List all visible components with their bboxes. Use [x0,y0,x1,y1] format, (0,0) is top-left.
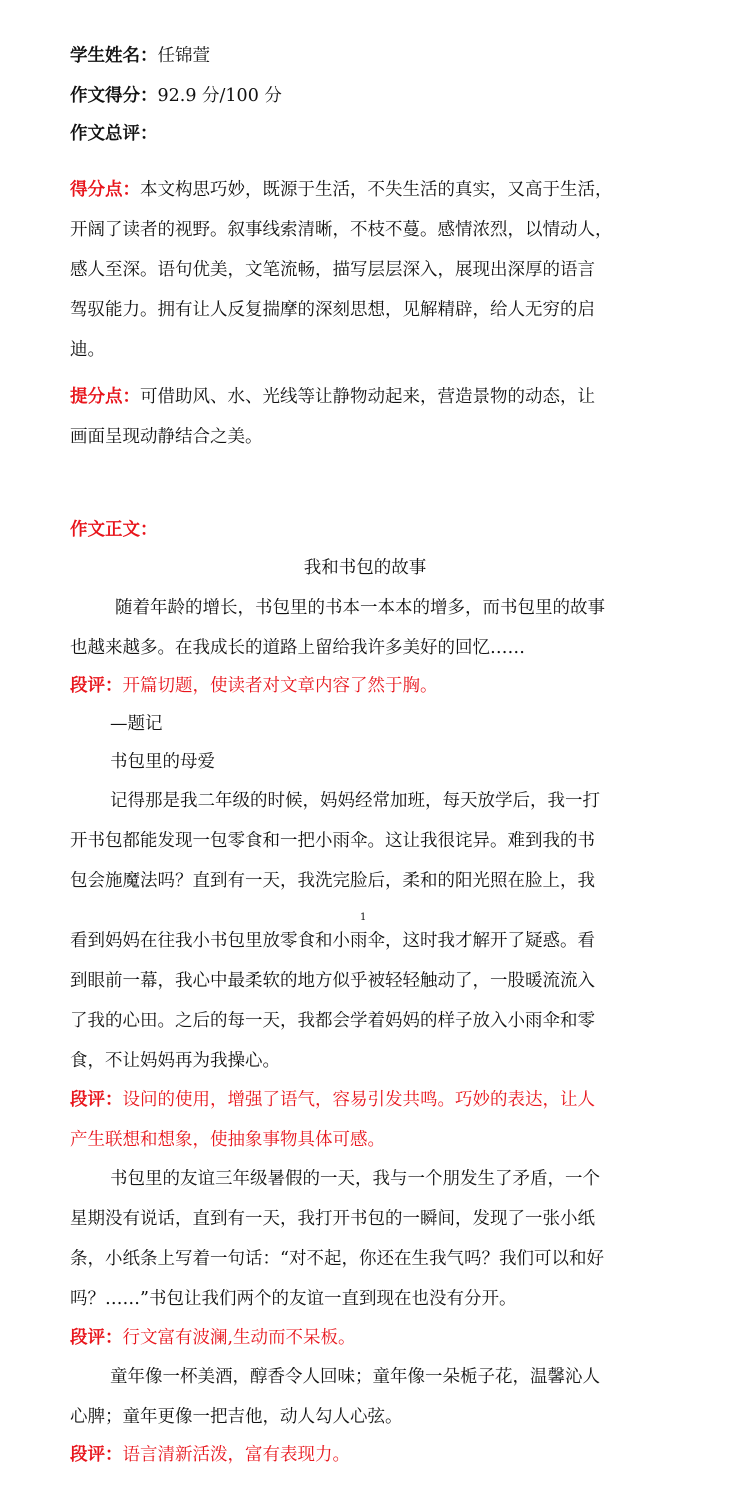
paragraph-comment [70,675,670,697]
student-name-value: 任锦萱 [157,46,210,66]
essay-line: 童年像一杯美酒，醇香令人回味；童年像一朵栀子花，温馨沁人 [110,1367,600,1387]
section-heading: 书包里的母爱 [110,752,215,772]
comment-text: 开篇切题，使读者对文章内容了然于胸。 [122,676,438,696]
comment-text: 行文富有波澜,生动而不呆板。 [122,1328,356,1348]
page-number: 1 [360,912,367,923]
essay-line: 记得那是我二年级的时候，妈妈经常加班，每天放学后，我一打 [110,791,600,811]
comment-text: 设问的使用，增强了语气，容易引发共鸣。巧妙的表达，让人 [122,1090,595,1110]
improve-line [70,386,670,408]
improve-line: 画面呈现动静结合之美。 [70,427,263,447]
comment-label: 段评： [70,1090,123,1110]
essay-line: 心脾；童年更像一把吉他，动人勾人心弦。 [70,1407,403,1427]
strengths-text: 本文构思巧妙，既源于生活，不失生活的真实，又高于生活， [140,180,613,200]
score-value: 92.9 分/100 分 [157,86,282,106]
strengths-label: 得分点： [70,180,140,200]
strengths-line: 开阔了读者的视野。叙事线索清晰，不枝不蔓。感情浓烈，以情动人， [70,220,613,240]
comment-label: 段评： [70,1445,123,1465]
essay-line: 吗？……”书包让我们两个的友谊一直到现在也没有分开。 [70,1289,517,1309]
strengths-line: 驾驭能力。拥有让人反复揣摩的深刻思想，见解精辟，给人无穷的启 [70,300,595,320]
epigraph-mark: —题记 [110,714,163,734]
score-label: 作文得分： [70,86,158,106]
essay-line: 到眼前一幕，我心中最柔软的地方似乎被轻轻触动了，一股暖流流入 [70,971,595,991]
essay-line: 也越来越多。在我成长的道路上留给我许多美好的回忆…… [70,638,525,658]
student-name-row [70,45,670,67]
strengths-line: 迪。 [70,340,105,360]
comment-label: 段评： [70,676,123,696]
student-name-label: 学生姓名： [70,46,158,66]
paragraph-comment [70,1444,670,1466]
essay-line: 条，小纸条上写着一句话：“对不起，你还在生我气吗？我们可以和好 [70,1249,604,1269]
improve-text: 可借助风、水、光线等让静物动起来，营造景物的动态，让 [140,387,595,407]
overall-review-row [70,123,670,145]
essay-line: 包会施魔法吗？直到有一天，我洗完脸后，柔和的阳光照在脸上，我 [70,871,595,891]
comment-text: 产生联想和想象，使抽象事物具体可感。 [70,1130,385,1150]
comment-text: 语言清新活泼，富有表现力。 [122,1445,350,1465]
overall-review-label: 作文总评： [70,124,158,144]
comment-label: 段评： [70,1328,123,1348]
essay-line: 了我的心田。之后的每一天，我都会学着妈妈的样子放入小雨伞和零 [70,1011,595,1031]
essay-line: 随着年龄的增长，书包里的书本一本本的增多，而书包里的故事 [115,598,605,618]
strengths-line [70,179,670,201]
essay-label-row [70,519,670,541]
essay-line: 看到妈妈在往我小书包里放零食和小雨伞，这时我才解开了疑惑。看 [70,931,595,951]
essay-line: 书包里的友谊三年级暑假的一天，我与一个朋发生了矛盾，一个 [110,1169,600,1189]
strengths-line: 感人至深。语句优美，文笔流畅，描写层层深入，展现出深厚的语言 [70,260,595,280]
essay-line: 食，不让妈妈再为我操心。 [70,1051,280,1071]
essay-label: 作文正文： [70,520,158,540]
paragraph-comment [70,1327,670,1349]
improve-label: 提分点： [70,387,140,407]
essay-line: 开书包都能发现一包零食和一把小雨伞。这让我很诧异。难到我的书 [70,831,595,851]
score-row [70,85,670,107]
essay-line: 星期没有说话，直到有一天，我打开书包的一瞬间，发现了一张小纸 [70,1209,595,1229]
paragraph-comment [70,1089,670,1111]
essay-title: 我和书包的故事 [303,558,427,578]
